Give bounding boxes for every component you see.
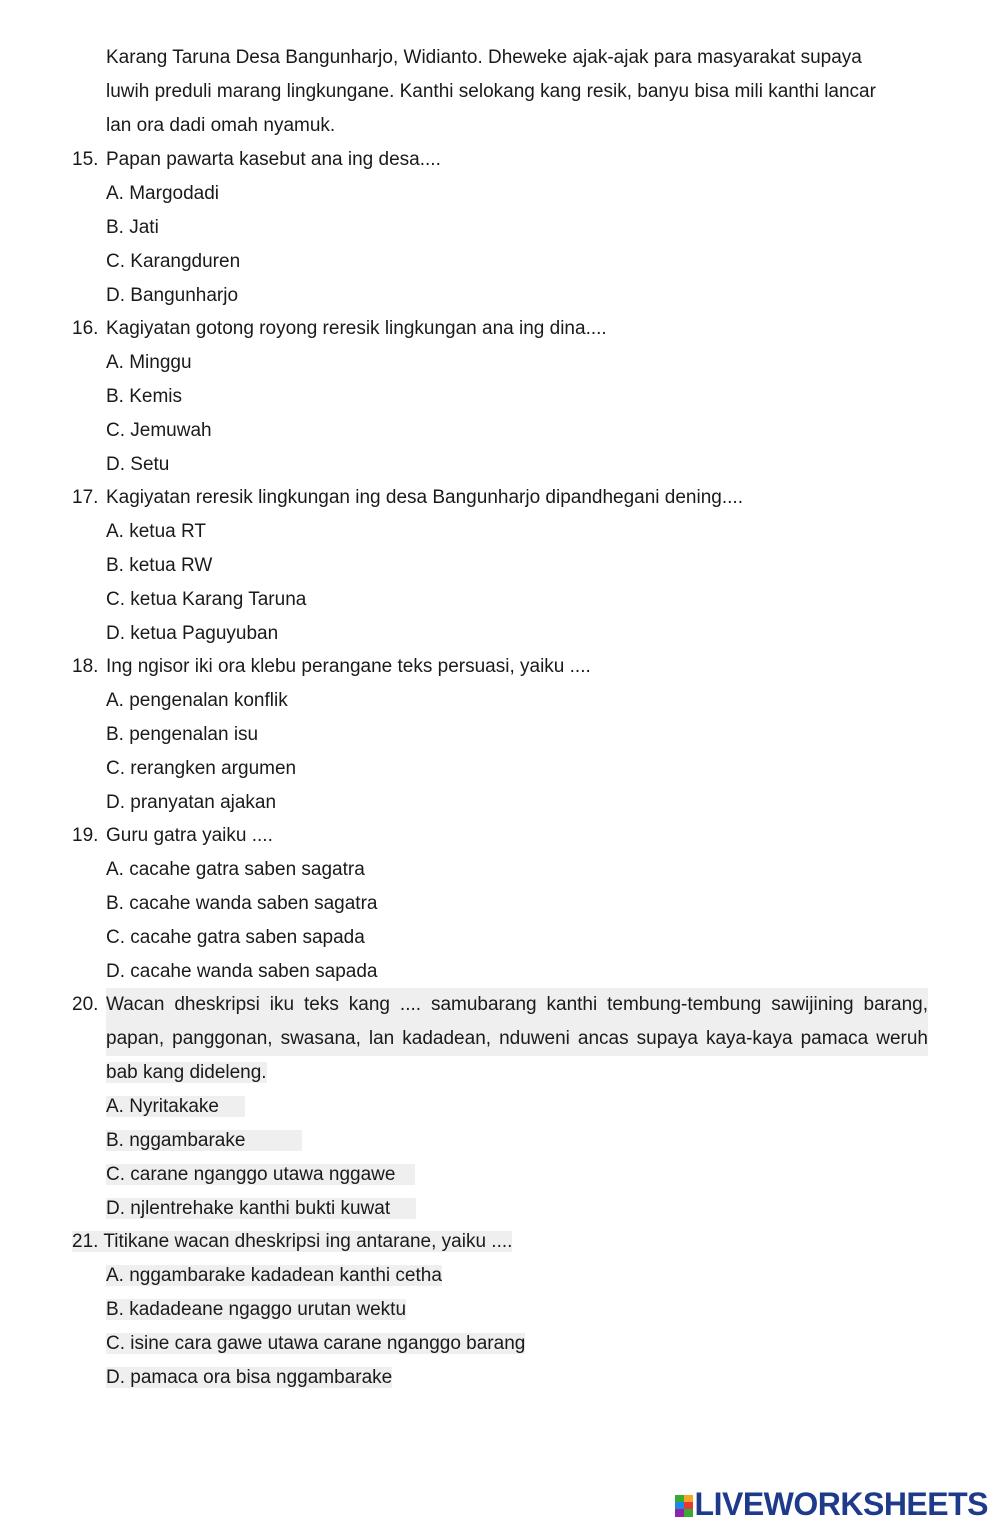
question-20-option-c[interactable]: [106, 1158, 415, 1192]
question-15-text: Papan pawarta kasebut ana ing desa....: [106, 149, 441, 170]
question-16-option-c[interactable]: C. Jemuwah: [106, 420, 212, 441]
question-17-number: 17.: [72, 487, 99, 508]
question-21-text: Titikane wacan dheskripsi ing antarane, yaiku ....: [103, 1231, 513, 1252]
question-20-option-b[interactable]: [106, 1124, 302, 1158]
question-20-option-a[interactable]: [106, 1090, 245, 1124]
question-16-option-a[interactable]: A. Minggu: [106, 352, 192, 373]
question-17-option-b[interactable]: B. ketua RW: [106, 555, 213, 576]
question-17-text: Kagiyatan reresik lingkungan ing desa Bangunharjo dipandhegani dening....: [106, 487, 743, 508]
question-20-option-b-label: B. nggambarake: [106, 1130, 302, 1151]
question-21-option-b[interactable]: [106, 1293, 406, 1327]
question-18-option-d[interactable]: D. pranyatan ajakan: [106, 792, 277, 813]
question-19-option-d[interactable]: D. cacahe wanda saben sapada: [106, 961, 378, 982]
question-17-option-c[interactable]: C. ketua Karang Taruna: [106, 589, 307, 610]
question-20-number: 20.: [72, 994, 99, 1015]
question-19-option-a[interactable]: A. cacahe gatra saben sagatra: [106, 859, 365, 880]
question-21-option-d[interactable]: [106, 1361, 392, 1395]
question-18-option-a[interactable]: A. pengenalan konflik: [106, 690, 288, 711]
question-19-text: Guru gatra yaiku ....: [106, 825, 273, 846]
intro-line-2: luwih preduli marang lingkungane. Kanthi selokang kang resik, banyu bisa mili kanthi lancar: [106, 81, 876, 102]
question-20-text-line-2: papan, panggonan, swasana, lan kadadean, nduweni ancas supaya kaya-kaya pamaca weruh: [106, 1022, 928, 1056]
question-17-option-d[interactable]: D. ketua Paguyuban: [106, 623, 279, 644]
question-20-text-line-3-wrap: [106, 1056, 267, 1090]
question-16-option-d[interactable]: D. Setu: [106, 454, 170, 475]
intro-line-3: lan ora dadi omah nyamuk.: [106, 115, 336, 136]
question-21-line: [72, 1225, 512, 1259]
question-16-option-b[interactable]: B. Kemis: [106, 386, 183, 407]
question-18-text: Ing ngisor iki ora klebu perangane teks persuasi, yaiku ....: [106, 656, 591, 677]
question-15-number: 15.: [72, 149, 99, 170]
liveworksheets-logo[interactable]: [675, 1486, 988, 1522]
question-20-option-c-label: C. carane nganggo utawa nggawe: [106, 1164, 415, 1185]
question-18-option-c[interactable]: C. rerangken argumen: [106, 758, 297, 779]
question-18-option-b[interactable]: B. pengenalan isu: [106, 724, 259, 745]
question-18-number: 18.: [72, 656, 99, 677]
liveworksheets-logo-icon: [675, 1495, 693, 1517]
question-20-text-line-3: bab kang dideleng.: [106, 1062, 267, 1083]
question-21-option-c[interactable]: [106, 1327, 525, 1361]
question-20-text-line-1: Wacan dheskripsi iku teks kang .... samubarang kanthi tembung-tembung sawijining barang,: [106, 988, 928, 1022]
question-21-option-a-label: A. nggambarake kadadean kanthi cetha: [106, 1265, 442, 1286]
question-15-option-a[interactable]: A. Margodadi: [106, 183, 220, 204]
question-20-option-d[interactable]: [106, 1192, 416, 1226]
question-21-option-c-label: C. isine cara gawe utawa carane nganggo barang: [106, 1333, 526, 1354]
question-21-option-a[interactable]: [106, 1259, 442, 1293]
question-17-option-a[interactable]: A. ketua RT: [106, 521, 206, 542]
question-16-number: 16.: [72, 318, 99, 339]
question-15-option-d[interactable]: D. Bangunharjo: [106, 285, 239, 306]
question-21-wrap: [72, 1231, 512, 1252]
question-19-option-b[interactable]: B. cacahe wanda saben sagatra: [106, 893, 378, 914]
question-21-option-d-label: D. pamaca ora bisa nggambarake: [106, 1367, 393, 1388]
question-21-option-b-label: B. kadadeane ngaggo urutan wektu: [106, 1299, 407, 1320]
question-19-number: 19.: [72, 825, 99, 846]
question-16-text: Kagiyatan gotong royong reresik lingkungan ana ing dina....: [106, 318, 607, 339]
question-20-option-d-label: D. njlentrehake kanthi bukti kuwat: [106, 1198, 416, 1219]
logo-text: LIVEWORKSHEETS: [694, 1486, 988, 1522]
question-19-option-c[interactable]: C. cacahe gatra saben sapada: [106, 927, 365, 948]
question-15-option-c[interactable]: C. Karangduren: [106, 251, 241, 272]
question-15-option-b[interactable]: B. Jati: [106, 217, 159, 238]
question-21-number: 21.: [72, 1231, 99, 1252]
intro-line-1: Karang Taruna Desa Bangunharjo, Widianto. Dheweke ajak-ajak para masyarakat supaya: [106, 47, 862, 68]
question-20-option-a-label: A. Nyritakake: [106, 1096, 245, 1117]
